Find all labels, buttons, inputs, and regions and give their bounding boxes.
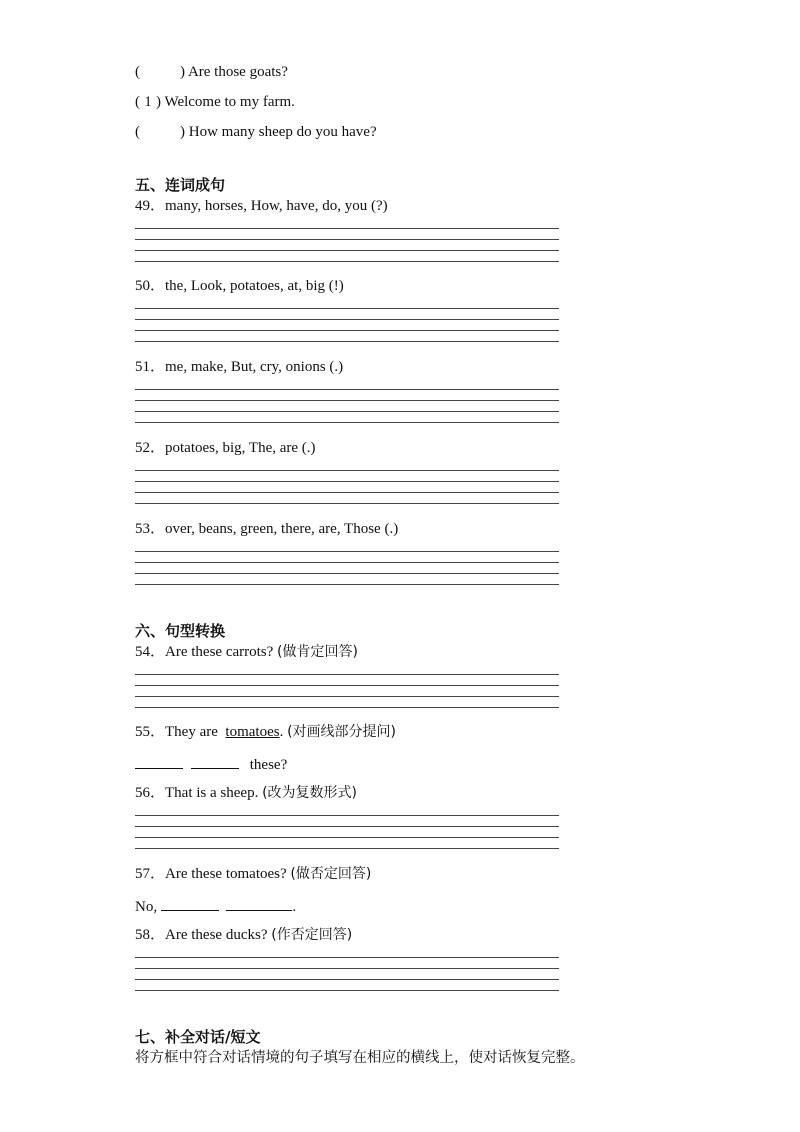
question-text: the, Look, potatoes, at, big (!) xyxy=(165,278,344,294)
item-text: How many sheep do you have? xyxy=(188,124,377,140)
answer-end: . xyxy=(292,899,297,915)
matching-item-2 xyxy=(135,93,295,111)
question-text: Are these carrots? xyxy=(165,644,278,660)
question-note: (对画线部分提问) xyxy=(287,724,396,740)
section5-title: 五、连词成句 xyxy=(135,176,226,194)
section7-title: 七、补全对话/短文 xyxy=(135,1028,261,1046)
question-note: (做肯定回答) xyxy=(277,644,358,660)
question-53 xyxy=(135,520,398,538)
question-number: 52． xyxy=(135,440,166,456)
question-text: That is a sheep. xyxy=(165,785,263,801)
question-number: 54． xyxy=(135,644,166,660)
question-number: 55． xyxy=(135,724,166,740)
question-56 xyxy=(135,784,357,802)
question-text: me, make, But, cry, onions (.) xyxy=(165,359,344,375)
answer-blank-1[interactable] xyxy=(161,896,219,911)
paren-open: ( xyxy=(135,124,140,140)
item-text: Are those goats? xyxy=(187,64,288,80)
answer-blank-2[interactable] xyxy=(226,896,292,911)
paren-open: ( xyxy=(135,94,140,110)
question-text: They are xyxy=(165,724,222,740)
question-49 xyxy=(135,197,388,215)
question-note: (作否定回答) xyxy=(271,927,353,943)
question-text: Are these ducks? xyxy=(165,927,272,943)
underlined-word: tomatoes xyxy=(225,724,280,740)
answer-slot[interactable]: 1 xyxy=(144,94,152,110)
question-number: 51． xyxy=(135,359,166,375)
question-number: 50． xyxy=(135,278,166,294)
question-number: 56． xyxy=(135,785,166,801)
question-58 xyxy=(135,926,352,944)
question-55 xyxy=(135,723,396,741)
question-text-end: . xyxy=(279,724,288,740)
answer-row-57 xyxy=(135,896,296,916)
item-text: Welcome to my farm. xyxy=(164,94,295,110)
question-text: potatoes, big, The, are (.) xyxy=(165,440,316,456)
answer-blank-1[interactable] xyxy=(135,754,183,769)
question-text: over, beans, green, there, are, Those (.) xyxy=(165,521,399,537)
question-text: many, horses, How, have, do, you (?) xyxy=(165,198,388,214)
question-50 xyxy=(135,277,344,295)
question-note: (做否定回答) xyxy=(290,866,372,882)
question-number: 49． xyxy=(135,198,166,214)
matching-item-3 xyxy=(135,123,377,141)
section7-instruction: 将方框中符合对话情境的句子填写在相应的横线上，使对话恢复完整。 xyxy=(135,1050,585,1066)
paren-close: ) xyxy=(180,124,185,140)
answer-prefix: No, xyxy=(135,899,158,915)
answer-tail: these? xyxy=(249,757,288,773)
question-52 xyxy=(135,439,316,457)
question-number: 53． xyxy=(135,521,166,537)
paren-close: ) xyxy=(180,64,185,80)
question-text: Are these tomatoes? xyxy=(165,866,291,882)
paren-close: ) xyxy=(156,94,161,110)
question-54 xyxy=(135,643,358,661)
matching-item-1 xyxy=(135,63,288,81)
question-number: 57． xyxy=(135,866,166,882)
question-57 xyxy=(135,865,371,883)
paren-open: ( xyxy=(135,64,140,80)
question-51 xyxy=(135,358,343,376)
question-note: (改为复数形式) xyxy=(262,785,358,801)
section6-title: 六、句型转换 xyxy=(135,622,226,640)
question-number: 58． xyxy=(135,927,166,943)
answer-blank-2[interactable] xyxy=(191,754,239,769)
answer-row-55 xyxy=(135,754,287,774)
